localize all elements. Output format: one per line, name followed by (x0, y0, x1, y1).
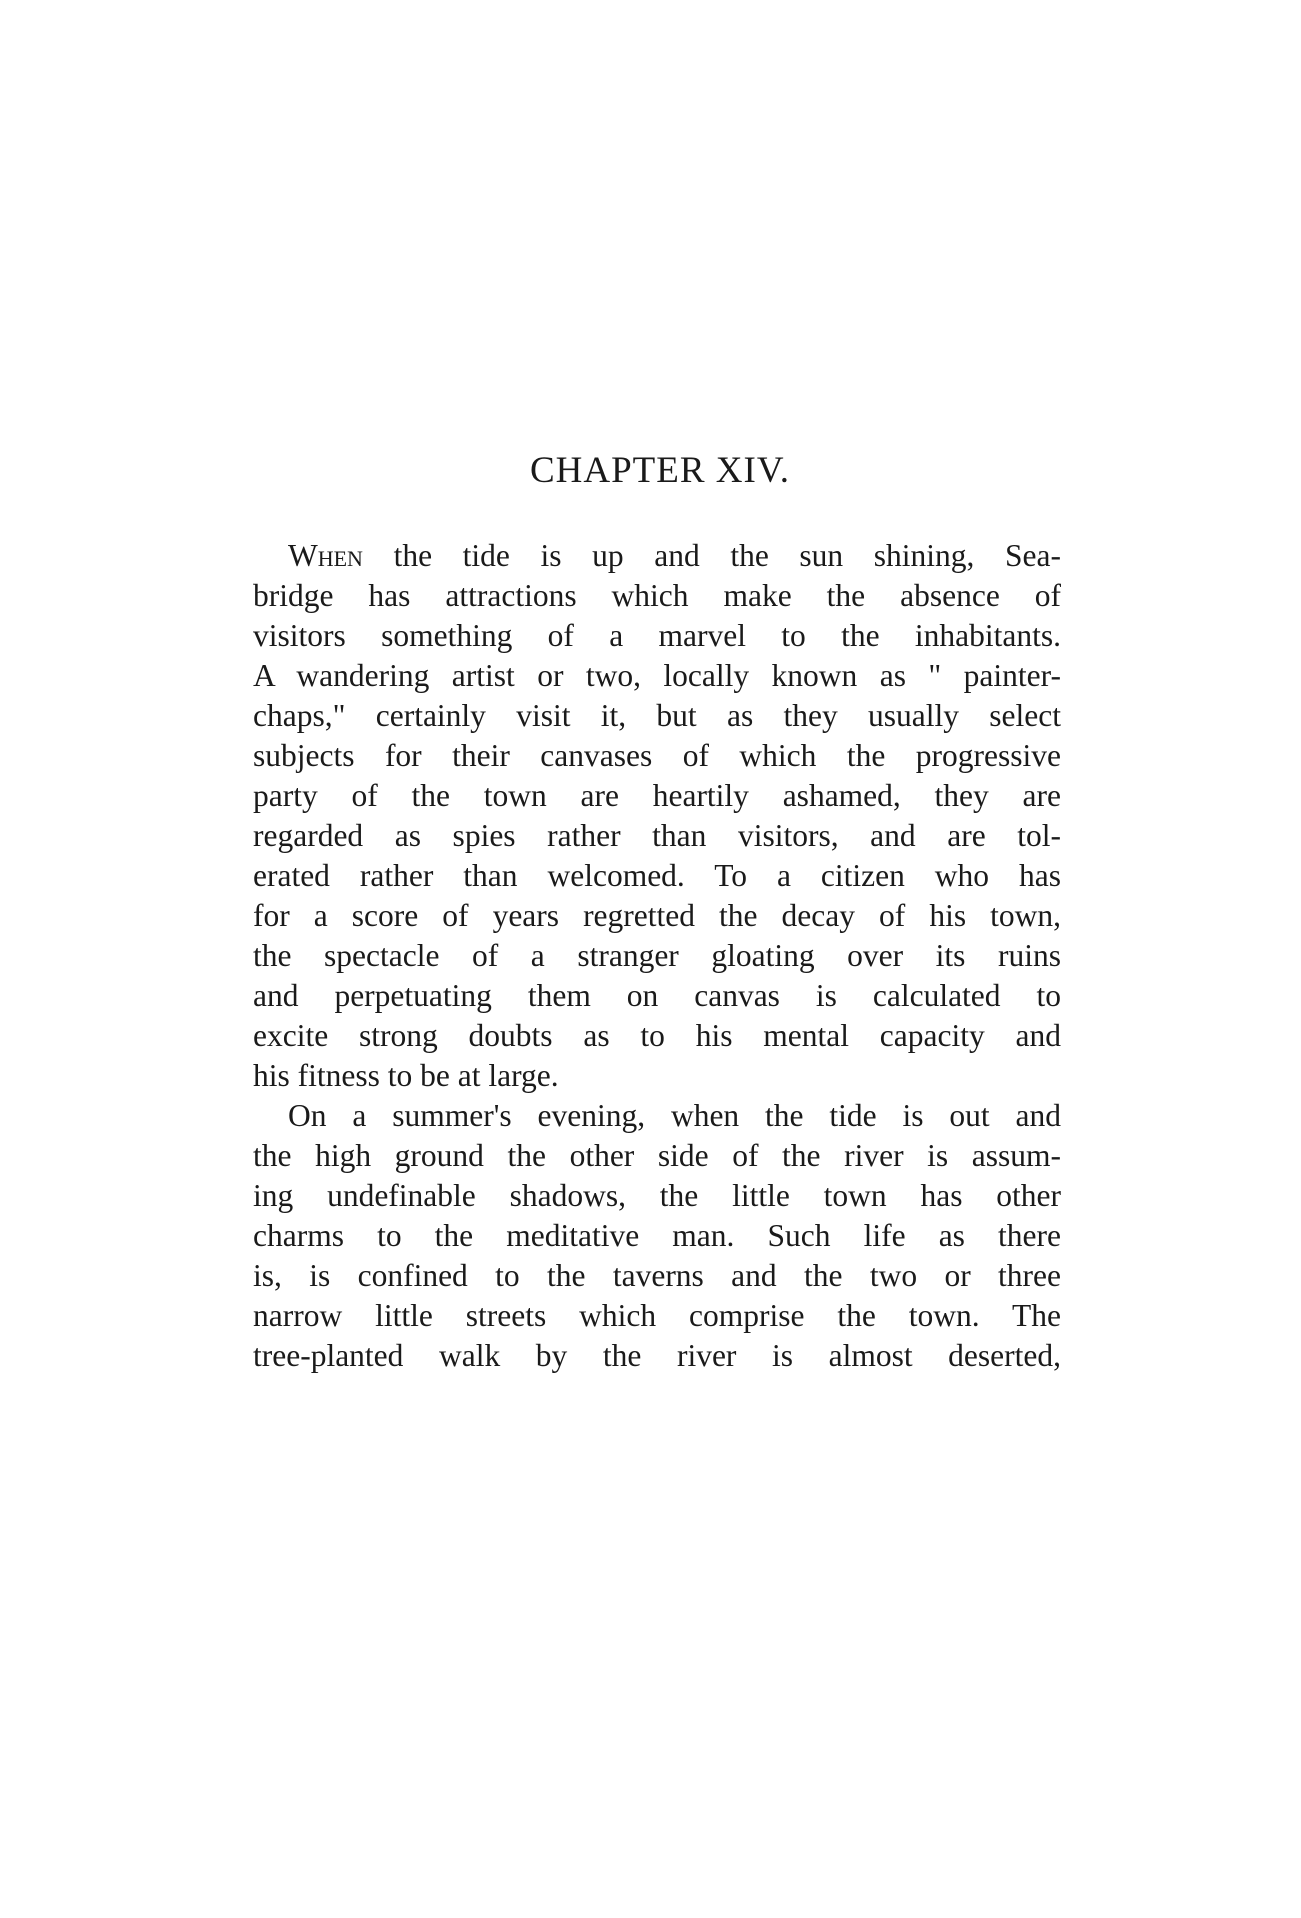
paragraph-2-line: narrow little streets which comprise the town. The (253, 1298, 1061, 1333)
paragraph-1-line: bridge has attractions which make the absence of (253, 578, 1061, 613)
paragraph-2-line: charms to the meditative man. Such life as there (253, 1218, 1061, 1253)
paragraph-1-line: party of the town are heartily ashamed, they are (253, 778, 1061, 813)
paragraph-2-line: tree-planted walk by the river is almost deserted, (253, 1338, 1061, 1373)
paragraph-1-line: erated rather than welcomed. To a citizen who has (253, 858, 1061, 893)
paragraph-1-line: A wandering artist or two, locally known as " painter- (253, 658, 1061, 693)
paragraph-1-line-1 (288, 536, 1061, 576)
paragraph-1-line: regarded as spies rather than visitors, and are tol- (253, 818, 1061, 853)
paragraph-1-line: his fitness to be at large. (253, 1058, 559, 1093)
paragraph-1-line: visitors something of a marvel to the inhabitants. (253, 618, 1061, 653)
paragraph-1-line: chaps," certainly visit it, but as they usually select (253, 698, 1061, 733)
paragraph-line-text: the tide is up and the sun shining, Sea- (362, 538, 1061, 573)
paragraph-lead-word: When (288, 538, 363, 573)
paragraph-2-line: On a summer's evening, when the tide is out and (288, 1098, 1061, 1133)
paragraph-2-line: the high ground the other side of the river is assum- (253, 1138, 1061, 1173)
chapter-title: CHAPTER XIV. (529, 450, 791, 491)
paragraph-2-line: is, is confined to the taverns and the two or three (253, 1258, 1061, 1293)
paragraph-1-line: subjects for their canvases of which the progressive (253, 738, 1061, 773)
paragraph-1-line: for a score of years regretted the decay of his town, (253, 898, 1061, 933)
paragraph-1-line: excite strong doubts as to his mental capacity and (253, 1018, 1061, 1053)
paragraph-1-line: and perpetuating them on canvas is calculated to (253, 978, 1061, 1013)
paragraph-1-line: the spectacle of a stranger gloating over its ruins (253, 938, 1061, 973)
paragraph-2-line: ing undefinable shadows, the little town has other (253, 1178, 1061, 1213)
